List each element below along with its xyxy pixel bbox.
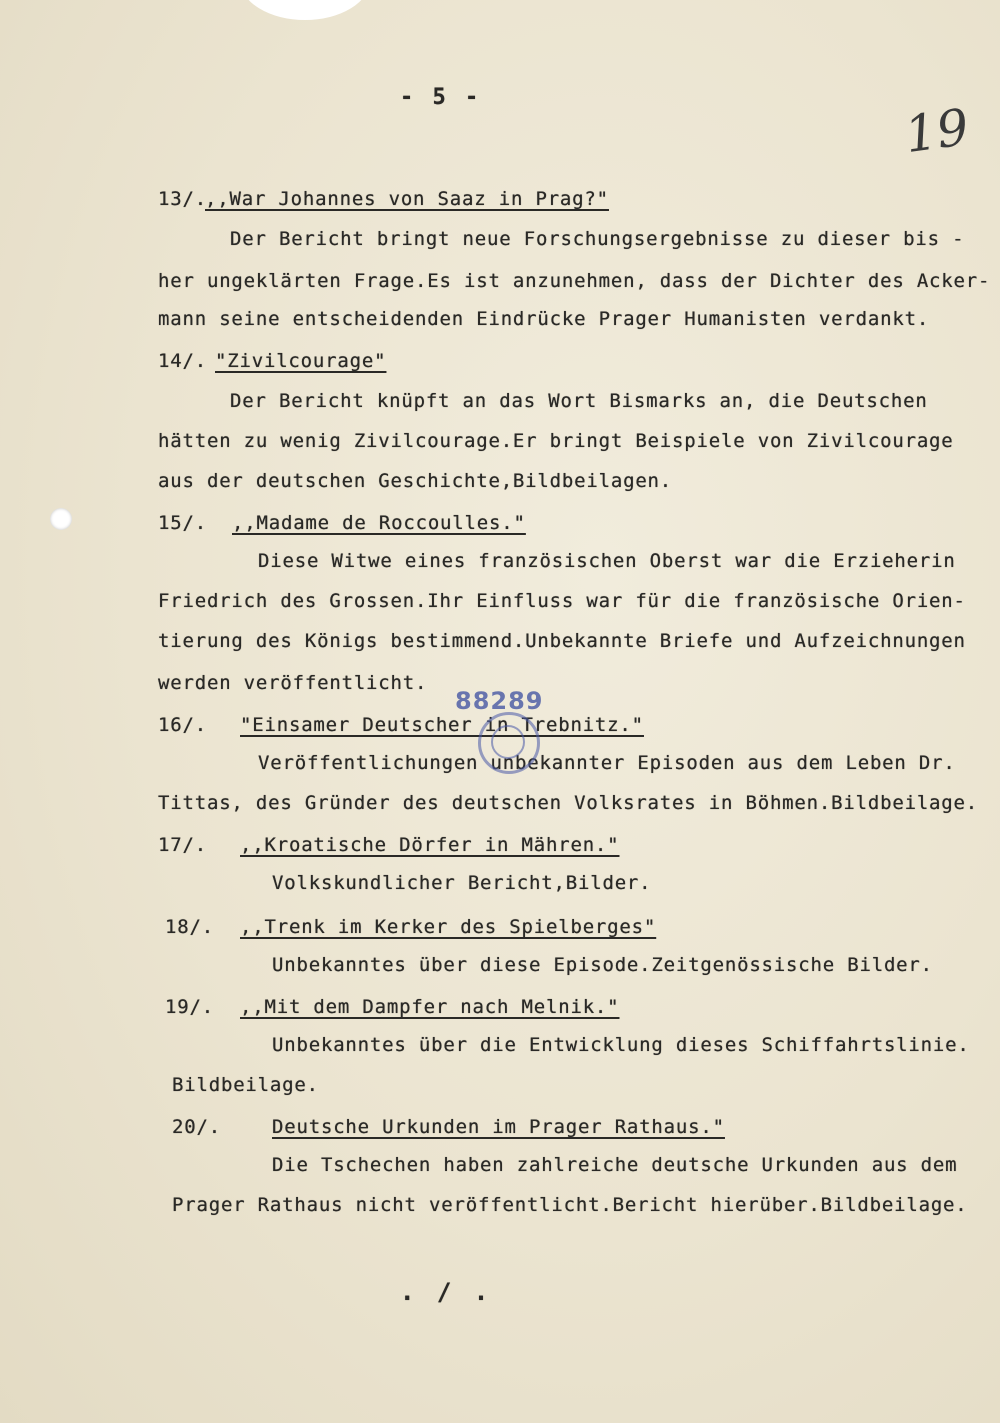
entry-body-line: Unbekanntes über die Entwicklung dieses Schiffahrtslinie. — [272, 1034, 970, 1056]
entry-title: ,,Kroatische Dörfer in Mähren." — [240, 834, 620, 856]
punch-hole — [50, 508, 72, 530]
entry-body-line: Der Bericht bringt neue Forschungsergebnisse zu dieser bis - — [230, 228, 965, 250]
handwritten-number: 19 — [901, 97, 973, 165]
paper-notch — [240, 0, 370, 20]
entry-body-line: Veröffentlichungen unbekannter Episoden aus dem Leben Dr. — [258, 752, 956, 774]
entry-number: 17/. — [158, 834, 207, 856]
entry-number: 13/. — [158, 188, 207, 210]
entry-body-line: tierung des Königs bestimmend.Unbekannte Briefe und Aufzeichnungen — [158, 630, 966, 652]
entry-number: 15/. — [158, 512, 207, 534]
entry-body-line: werden veröffentlicht. — [158, 672, 428, 694]
entry-title: ,,Madame de Roccoulles." — [232, 512, 526, 534]
entry-title: "Einsamer Deutscher in Trebnitz." — [240, 714, 644, 736]
stamp-seal-icon — [478, 712, 540, 774]
entry-title: ,,War Johannes von Saaz in Prag?" — [205, 188, 609, 210]
entry-body-line: her ungeklärten Frage.Es ist anzunehmen, dass der Dichter des Acker- — [158, 270, 991, 292]
entry-title: "Zivilcourage" — [215, 350, 387, 372]
entry-body-line: Friedrich des Grossen.Ihr Einfluss war für die französische Orien- — [158, 590, 966, 612]
entry-number: 14/. — [158, 350, 207, 372]
entry-number: 16/. — [158, 714, 207, 736]
entry-title: ,,Trenk im Kerker des Spielberges" — [240, 916, 657, 938]
entry-body-line: Unbekanntes über diese Episode.Zeitgenössische Bilder. — [272, 954, 933, 976]
entry-number: 19/. — [165, 996, 214, 1018]
entry-title: ,,Mit dem Dampfer nach Melnik." — [240, 996, 620, 1018]
entry-body-line: hätten zu wenig Zivilcourage.Er bringt Beispiele von Zivilcourage — [158, 430, 954, 452]
entry-body-line: Bildbeilage. — [172, 1074, 319, 1096]
entry-body-line: Der Bericht knüpft an das Wort Bismarks an, die Deutschen — [230, 390, 928, 412]
entry-body-line: mann seine entscheidenden Eindrücke Prager Humanisten verdankt. — [158, 308, 930, 330]
entry-body-line: Tittas, des Gründer des deutschen Volksrates in Böhmen.Bildbeilage. — [158, 792, 979, 814]
entry-body-line: Diese Witwe eines französischen Oberst war die Erzieherin — [258, 550, 956, 572]
entry-body-line: Volkskundlicher Bericht,Bilder. — [272, 872, 652, 894]
continuation-mark: . / . — [400, 1278, 493, 1306]
entry-body-line: aus der deutschen Geschichte,Bildbeilagen. — [158, 470, 673, 492]
entry-title: Deutsche Urkunden im Prager Rathaus." — [272, 1116, 725, 1138]
page-number: - 5 - — [400, 85, 482, 110]
entry-body-line: Die Tschechen haben zahlreiche deutsche Urkunden aus dem — [272, 1154, 958, 1176]
entry-body-line: Prager Rathaus nicht veröffentlicht.Bericht hierüber.Bildbeilage. — [172, 1194, 968, 1216]
entry-number: 18/. — [165, 916, 214, 938]
entry-number: 20/. — [172, 1116, 221, 1138]
stamp-number: 88289 — [455, 687, 544, 715]
